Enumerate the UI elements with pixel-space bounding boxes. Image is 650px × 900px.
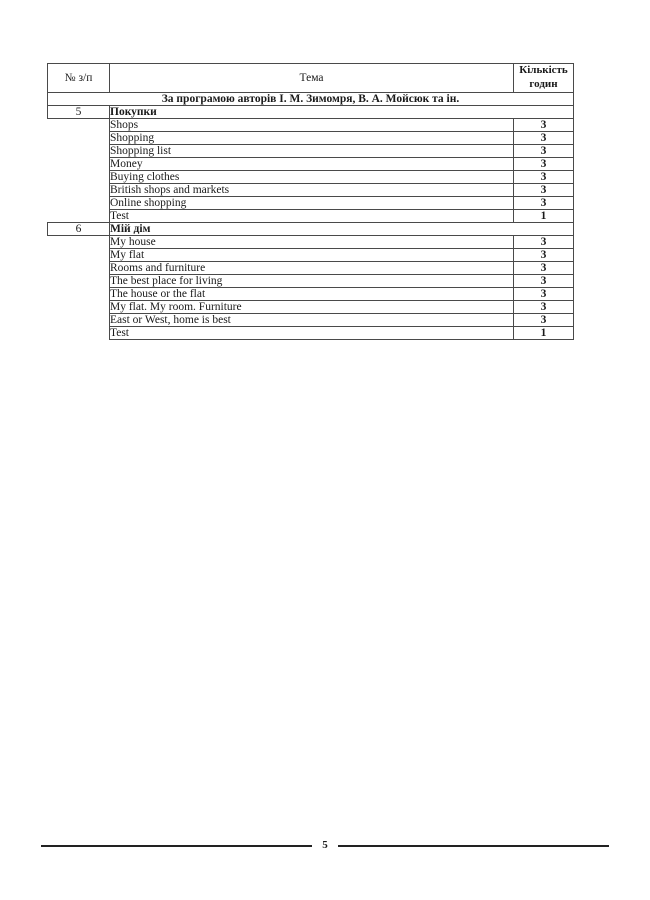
table-row — [48, 196, 574, 209]
lesson-hours: 3 — [514, 300, 574, 313]
table-row — [48, 183, 574, 196]
lesson-title: The best place for living — [110, 274, 514, 287]
lesson-title: Shops — [110, 118, 514, 131]
lesson-hours: 3 — [514, 131, 574, 144]
lesson-hours: 3 — [514, 274, 574, 287]
table-header-row — [48, 64, 574, 93]
lesson-hours: 3 — [514, 261, 574, 274]
lesson-hours: 3 — [514, 196, 574, 209]
lesson-title: Shopping — [110, 131, 514, 144]
lesson-title: British shops and markets — [110, 183, 514, 196]
header-hours-line2: годин — [529, 77, 558, 90]
table-row — [48, 261, 574, 274]
header-hours-line1: Кількість — [519, 64, 568, 76]
lesson-hours: 3 — [514, 313, 574, 326]
page-number: 5 — [322, 839, 328, 851]
lesson-title: Test — [110, 326, 514, 339]
lesson-hours: 1 — [514, 326, 574, 339]
lesson-hours: 3 — [514, 287, 574, 300]
spacer-cell — [48, 326, 110, 339]
table-row — [48, 313, 574, 326]
lesson-hours: 1 — [514, 209, 574, 222]
table-row — [48, 157, 574, 170]
header-hours — [514, 64, 574, 93]
table-row — [48, 209, 574, 222]
program-note-row — [48, 92, 574, 105]
lesson-title: Test — [110, 209, 514, 222]
table-row — [48, 274, 574, 287]
table-row — [48, 248, 574, 261]
spacer-cell — [48, 209, 110, 222]
spacer-cell — [48, 131, 110, 144]
footer-rule-left — [41, 845, 312, 847]
lesson-hours: 3 — [514, 170, 574, 183]
lesson-title: My flat. My room. Furniture — [110, 300, 514, 313]
lesson-hours: 3 — [514, 183, 574, 196]
lesson-title: Rooms and furniture — [110, 261, 514, 274]
lesson-title: Money — [110, 157, 514, 170]
spacer-cell — [48, 183, 110, 196]
lesson-hours: 3 — [514, 248, 574, 261]
footer-rule-right — [338, 845, 609, 847]
table-row — [48, 326, 574, 339]
table-row — [48, 222, 574, 235]
table-row — [48, 105, 574, 118]
page-footer — [41, 840, 609, 851]
lesson-hours: 3 — [514, 157, 574, 170]
spacer-cell — [48, 118, 110, 131]
spacer-cell — [48, 274, 110, 287]
lesson-title: My flat — [110, 248, 514, 261]
spacer-cell — [48, 287, 110, 300]
unit-number: 6 — [48, 222, 110, 235]
lesson-title: East or West, home is best — [110, 313, 514, 326]
table-row — [48, 131, 574, 144]
spacer-cell — [48, 313, 110, 326]
table-row — [48, 170, 574, 183]
program-note: За програмою авторів І. М. Зимомря, В. А. Мойсюк та ін. — [48, 92, 574, 105]
lesson-hours: 3 — [514, 235, 574, 248]
table-row — [48, 144, 574, 157]
spacer-cell — [48, 261, 110, 274]
lesson-title: The house or the flat — [110, 287, 514, 300]
lesson-title: My house — [110, 235, 514, 248]
header-topic: Тема — [110, 64, 514, 93]
spacer-cell — [48, 144, 110, 157]
lesson-title: Buying clothes — [110, 170, 514, 183]
lesson-title: Online shopping — [110, 196, 514, 209]
spacer-cell — [48, 170, 110, 183]
unit-number: 5 — [48, 105, 110, 118]
header-number: № з/п — [48, 64, 110, 93]
lesson-hours: 3 — [514, 118, 574, 131]
lesson-plan-table-wrapper — [47, 63, 573, 340]
table-row — [48, 300, 574, 313]
table-row — [48, 235, 574, 248]
lesson-title: Shopping list — [110, 144, 514, 157]
spacer-cell — [48, 196, 110, 209]
lesson-hours: 3 — [514, 144, 574, 157]
table-row — [48, 287, 574, 300]
lesson-plan-table — [47, 63, 574, 340]
table-row — [48, 118, 574, 131]
spacer-cell — [48, 248, 110, 261]
spacer-cell — [48, 235, 110, 248]
unit-title: Покупки — [110, 105, 574, 118]
spacer-cell — [48, 300, 110, 313]
unit-title: Мій дім — [110, 222, 574, 235]
spacer-cell — [48, 157, 110, 170]
